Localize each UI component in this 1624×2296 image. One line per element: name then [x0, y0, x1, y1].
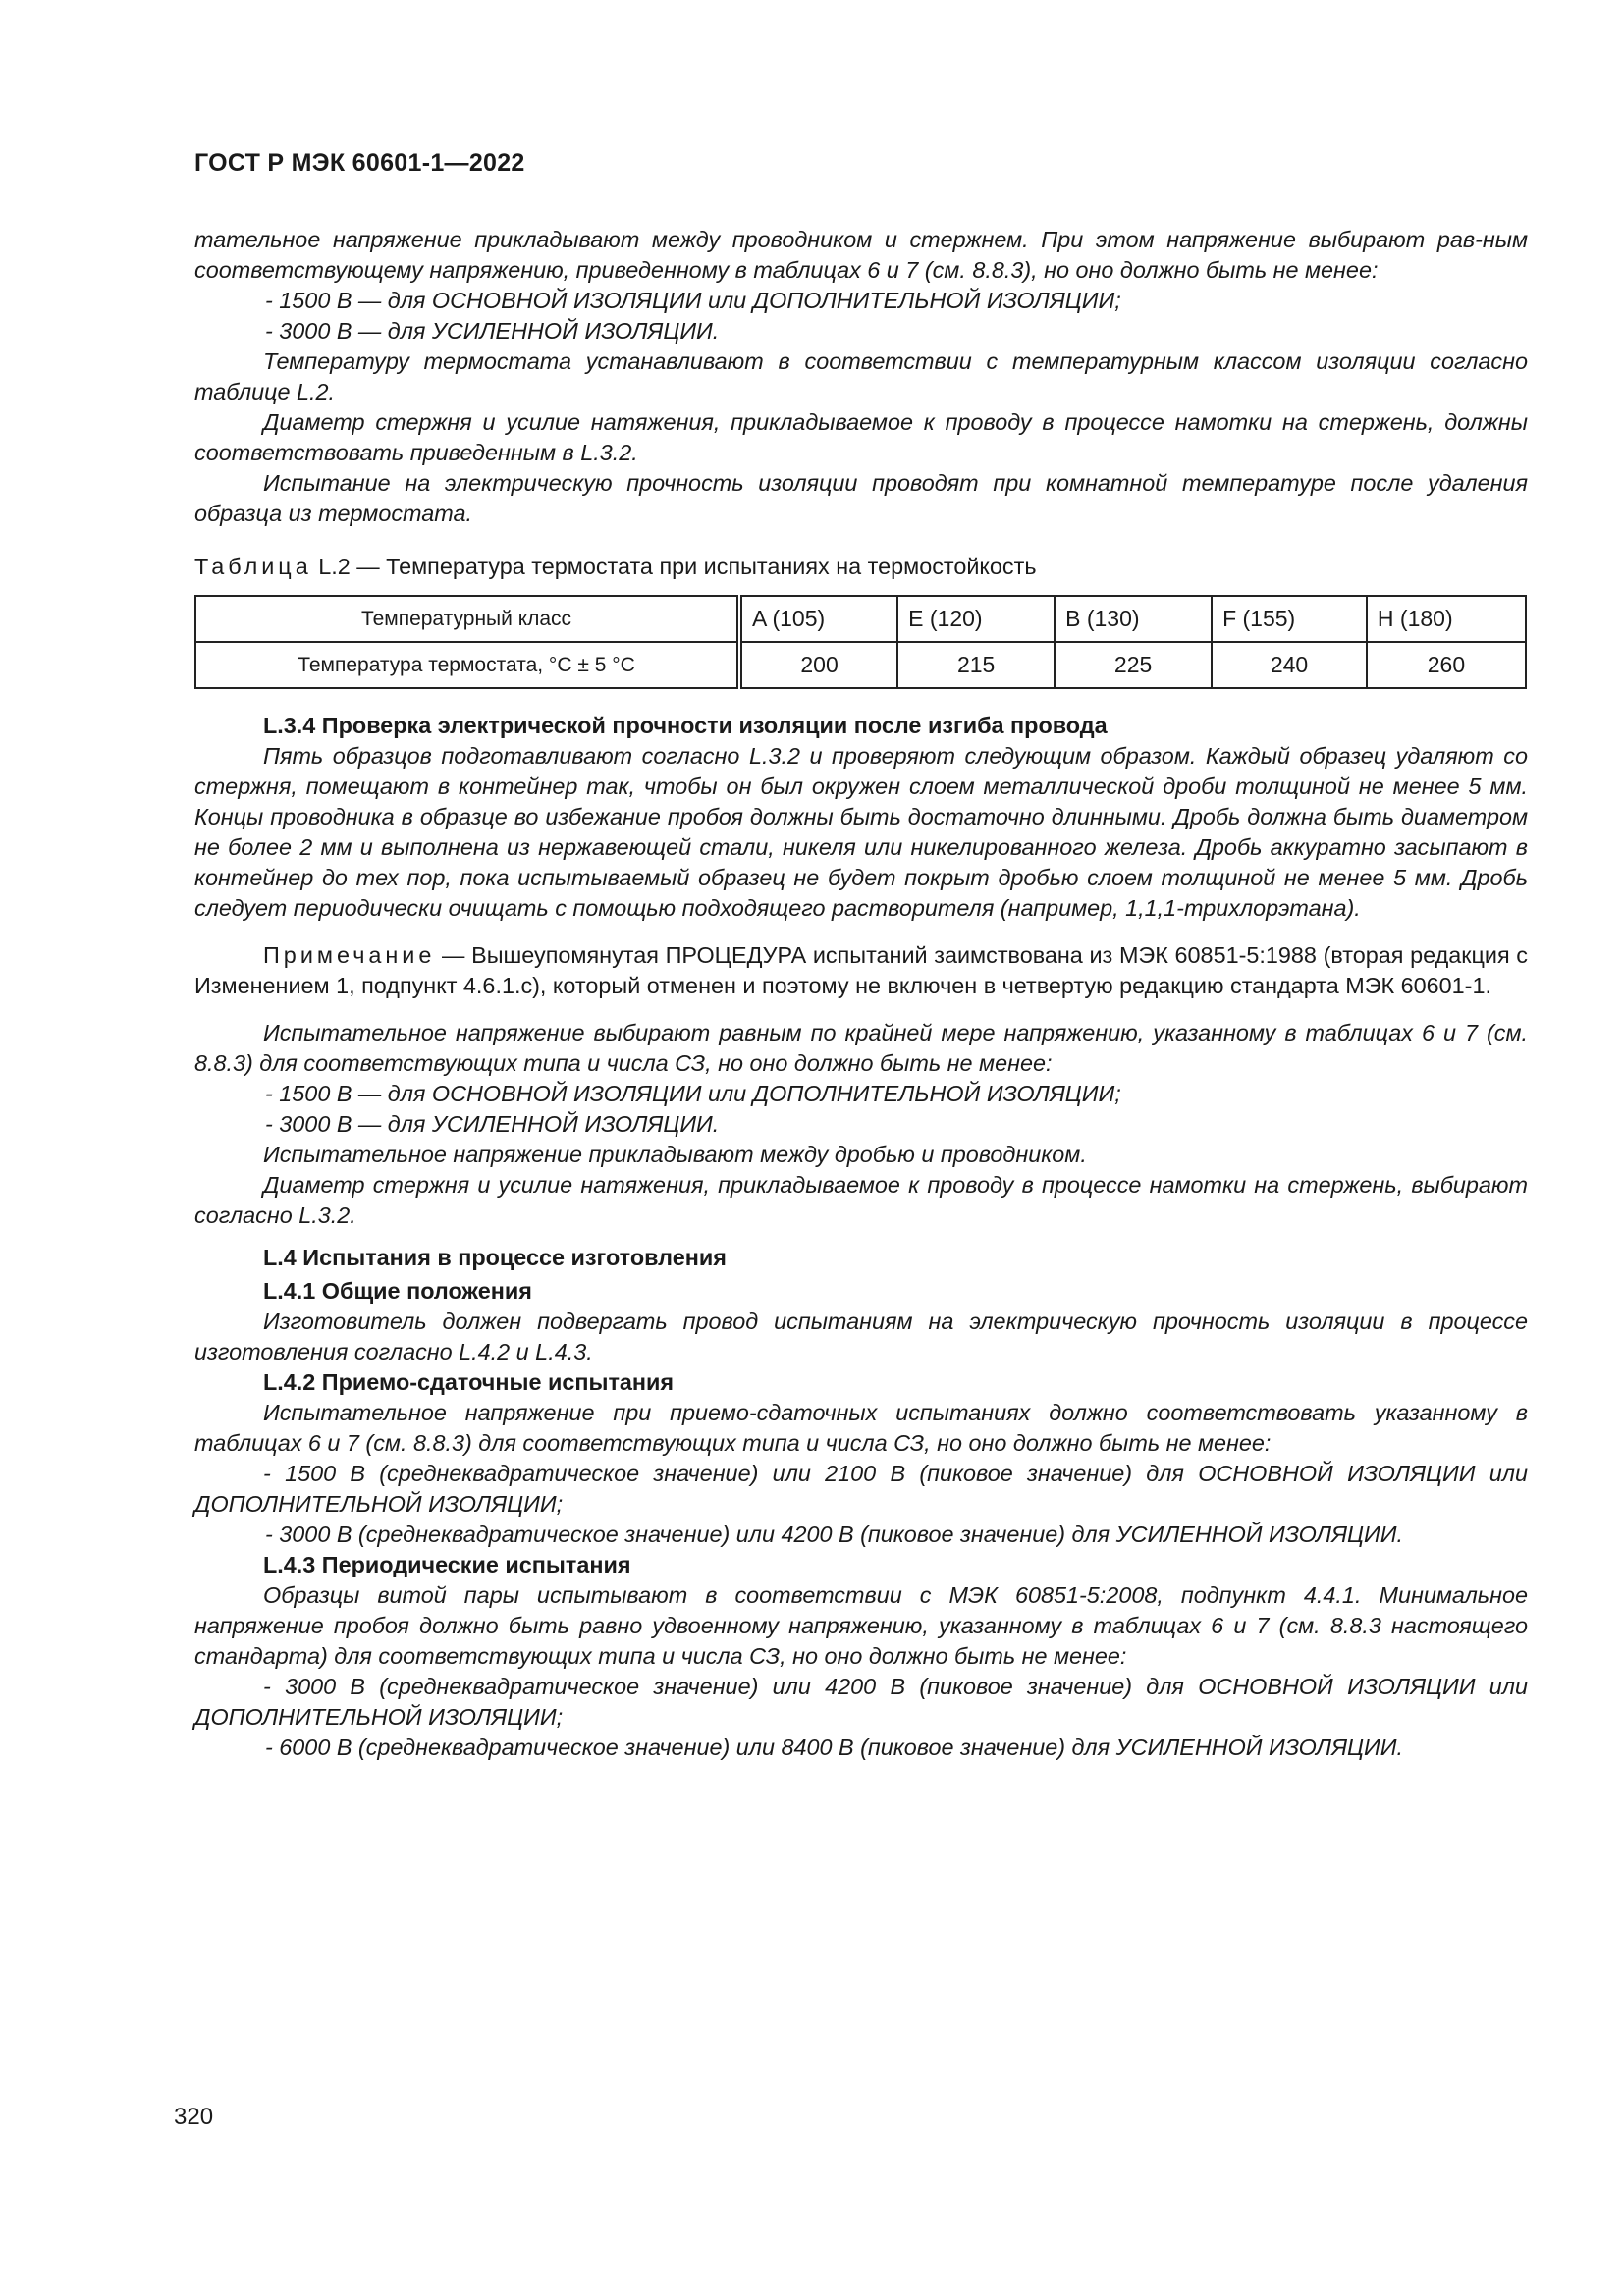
l43-list-item-2: - 6000 В (среднеквадратическое значение) или 8400 В (пиковое значение) для УСИЛЕННОЙ ИЗОЛЯЦИИ.	[265, 1735, 1403, 1760]
l42-paragraph: Испытательное напряжение при приемо-сдаточных испытаниях должно соответствовать указанному в таблицах 6 и 7 (см. 8.8.3) для соответствующих типа и числа СЗ, но оно должно быть не менее:	[194, 1400, 1528, 1456]
l34-note	[194, 940, 1528, 1001]
section-title-l34: L.3.4 Проверка электрической прочности изоляции после изгиба провода	[263, 713, 1108, 738]
table-cell: A (105)	[739, 596, 897, 642]
table-cell: 240	[1212, 642, 1367, 688]
intro-paragraph-3: Диаметр стержня и усилие натяжения, прикладываемое к проводу в процессе намотки на стержень, должны соответствовать приведенным в L.3.2.	[194, 409, 1528, 465]
l41-paragraph: Изготовитель должен подвергать провод испытаниям на электрическую прочность изоляции в процессе изготовления согласно L.4.2 и L.4.3.	[194, 1308, 1528, 1364]
table-cell: B (130)	[1055, 596, 1212, 642]
page-content	[194, 225, 1528, 1763]
row-label-class: Температурный класс	[195, 596, 739, 642]
table-caption-word: Таблица	[194, 554, 312, 579]
note-word: Примечание	[263, 942, 436, 968]
section-title-l42: L.4.2 Приемо-сдаточные испытания	[263, 1369, 675, 1395]
table-cell: F (155)	[1212, 596, 1367, 642]
row-label-temperature: Температура термостата, °C ± 5 °C	[195, 642, 739, 688]
table-cell: 260	[1367, 642, 1526, 688]
document-header: ГОСТ Р МЭК 60601-1—2022	[194, 149, 525, 177]
l42-list-item-1: - 1500 В (среднеквадратическое значение) или 2100 В (пиковое значение) для ОСНОВНОЙ ИЗОЛЯЦИИ или ДОПОЛНИТЕЛЬНОЙ ИЗОЛЯЦИИ;	[194, 1461, 1528, 1517]
l34-paragraph-4: Диаметр стержня и усилие натяжения, прикладываемое к проводу в процессе намотки на стержень, выбирают согласно L.3.2.	[194, 1172, 1528, 1228]
table-cell: 200	[739, 642, 897, 688]
table-caption	[194, 552, 1528, 582]
note-text: — Вышеупомянутая ПРОЦЕДУРА испытаний заимствована из МЭК 60851-5:1988 (вторая редакция с Изменением 1, подпункт 4.6.1.c), который отменен и поэтому не включен в четвертую редакцию стандарта МЭК 60601-1.	[194, 942, 1528, 998]
l43-paragraph: Образцы витой пары испытывают в соответствии с МЭК 60851-5:2008, подпункт 4.4.1. Минимальное напряжение пробоя должно быть равно удвоенному напряжению, указанному в таблицах 6 и 7 (см. 8.8.3 настоящего стандарта) для соответствующих типа и числа СЗ, но оно должно быть не менее:	[194, 1582, 1528, 1669]
table-row	[195, 596, 1526, 642]
l34-list-item-2: - 3000 В — для УСИЛЕННОЙ ИЗОЛЯЦИИ.	[265, 1111, 720, 1137]
l34-paragraph-1: Пять образцов подготавливают согласно L.3.2 и проверяют следующим образом. Каждый образец удаляют со стержня, помещают в контейнер так, чтобы он был окружен слоем металлической дроби толщиной не менее 5 мм. Концы проводника в образце во избежание пробоя должны быть достаточно длинными. Дробь должна быть диаметром не более 2 мм и выполнена из нержавеющей стали, никеля или никелированного железа. Дробь аккуратно засыпают в контейнер до тех пор, пока испытываемый образец не будет покрыт дробью слоем толщиной не менее 5 мм. Дробь следует периодически очищать с помощью подходящего растворителя (например, 1,1,1-трихлорэтана).	[194, 743, 1528, 921]
intro-list-item-2: - 3000 В — для УСИЛЕННОЙ ИЗОЛЯЦИИ.	[265, 318, 720, 344]
l43-list-item-1: - 3000 В (среднеквадратическое значение) или 4200 В (пиковое значение) для ОСНОВНОЙ ИЗОЛЯЦИИ или ДОПОЛНИТЕЛЬНОЙ ИЗОЛЯЦИИ;	[194, 1674, 1528, 1730]
temperature-table	[194, 595, 1527, 689]
l42-list-item-2: - 3000 В (среднеквадратическое значение) или 4200 В (пиковое значение) для УСИЛЕННОЙ ИЗОЛЯЦИИ.	[265, 1522, 1403, 1547]
section-title-l43: L.4.3 Периодические испытания	[263, 1552, 631, 1577]
intro-paragraph-1: тательное напряжение прикладывают между проводником и стержнем. При этом напряжение выбирают рав-ным соответствующему напряжению, приведенному в таблицах 6 и 7 (см. 8.8.3), но оно должно быть не менее:	[194, 227, 1528, 283]
l34-paragraph-2: Испытательное напряжение выбирают равным по крайней мере напряжению, указанному в таблицах 6 и 7 (см. 8.8.3) для соответствующих типа и числа СЗ, но оно должно быть не менее:	[194, 1020, 1528, 1076]
table-cell: H (180)	[1367, 596, 1526, 642]
section-title-l4: L.4 Испытания в процессе изготовления	[263, 1245, 727, 1270]
section-title-l41: L.4.1 Общие положения	[263, 1278, 532, 1304]
table-cell: E (120)	[897, 596, 1055, 642]
page-number: 320	[174, 2104, 214, 2130]
table-caption-text: L.2 — Температура термостата при испытаниях на термостойкость	[311, 554, 1037, 579]
intro-list-item-1: - 1500 В — для ОСНОВНОЙ ИЗОЛЯЦИИ или ДОПОЛНИТЕЛЬНОЙ ИЗОЛЯЦИИ;	[265, 288, 1121, 313]
table-cell: 215	[897, 642, 1055, 688]
intro-paragraph-4: Испытание на электрическую прочность изоляции проводят при комнатной температуре после удаления образца из термостата.	[194, 470, 1528, 526]
l34-list-item-1: - 1500 В — для ОСНОВНОЙ ИЗОЛЯЦИИ или ДОПОЛНИТЕЛЬНОЙ ИЗОЛЯЦИИ;	[265, 1081, 1121, 1106]
intro-paragraph-2: Температуру термостата устанавливают в соответствии с температурным классом изоляции согласно таблице L.2.	[194, 348, 1528, 404]
table-cell: 225	[1055, 642, 1212, 688]
l34-paragraph-3: Испытательное напряжение прикладывают между дробью и проводником.	[263, 1142, 1087, 1167]
table-row	[195, 642, 1526, 688]
